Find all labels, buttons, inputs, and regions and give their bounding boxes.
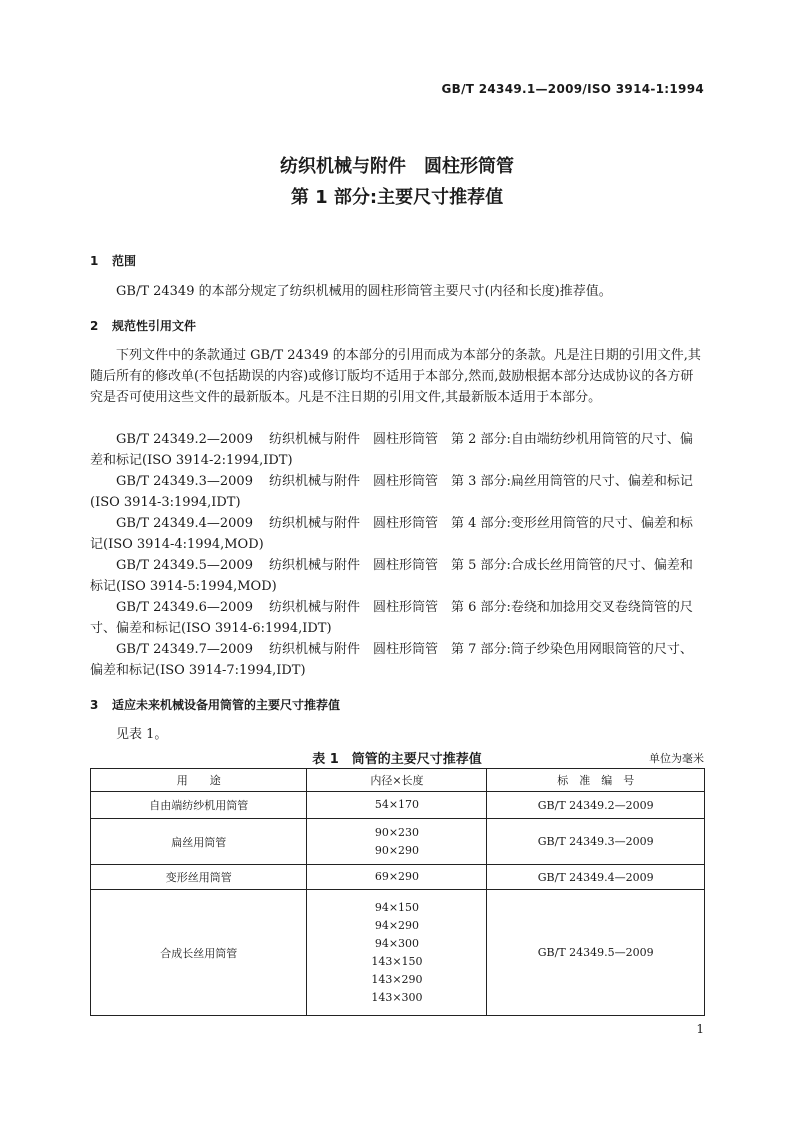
size-value: 143×150 <box>371 954 423 968</box>
table-header-row <box>91 769 705 792</box>
reference-item <box>90 639 704 681</box>
cell-use: 自由端纺纱机用筒管 <box>91 792 307 819</box>
size-value: 90×230 <box>374 825 420 839</box>
normative-intro-paragraph: 下列文件中的条款通过 GB/T 24349 的本部分的引用而成为本部分的条款。凡是注日期的引用文件,其随后所有的修改单(不包括勘误的内容)或修订版均不适用于本部分,然而,鼓励根据本部分达成协议的各方研究是否可使用这些文件的最新版本。凡是不注日期的引用文件,其最新版本适用于本部分。 <box>90 348 701 405</box>
cell-standard: GB/T 24349.4—2009 <box>487 865 705 890</box>
section-number: 2 <box>90 319 99 333</box>
reference-code: GB/T 24349.5—2009 <box>116 558 253 573</box>
size-value: 54×170 <box>374 798 420 811</box>
section-heading-sizes <box>90 696 340 713</box>
header-standard: 标 准 编 号 <box>487 769 705 792</box>
size-value: 69×290 <box>374 870 420 883</box>
table-row <box>91 819 705 865</box>
table-row <box>91 865 705 890</box>
cell-use: 合成长丝用筒管 <box>91 890 307 1016</box>
reference-item <box>90 555 704 597</box>
reference-title: 纺织机械与附件 圆柱形筒管 第 2 部分:自由端纺纱机用筒管的尺寸、偏差和标记(ISO 3914-2:1994,IDT) <box>90 432 693 468</box>
document-title: 纺织机械与附件 圆柱形筒管 <box>280 156 514 177</box>
cell-use: 变形丝用筒管 <box>91 865 307 890</box>
section-heading-scope <box>90 252 136 269</box>
section-number: 3 <box>90 698 99 712</box>
page-number: 1 <box>696 1022 704 1036</box>
cell-sizes <box>307 819 487 865</box>
cell-standard: GB/T 24349.5—2009 <box>487 890 705 1016</box>
section-title: 适应未来机械设备用筒管的主要尺寸推荐值 <box>112 698 341 712</box>
table-row <box>91 792 705 819</box>
size-value: 94×300 <box>374 936 420 950</box>
reference-item <box>90 597 704 639</box>
reference-item <box>90 471 704 513</box>
section-number: 1 <box>90 254 99 268</box>
reference-code: GB/T 24349.3—2009 <box>116 474 253 489</box>
cell-standard: GB/T 24349.3—2009 <box>487 819 705 865</box>
header-use: 用 途 <box>91 769 307 792</box>
reference-code: GB/T 24349.4—2009 <box>116 516 253 531</box>
document-subtitle: 第 1 部分:主要尺寸推荐值 <box>290 187 504 208</box>
size-value: 143×290 <box>371 972 423 986</box>
sizes-table <box>90 768 705 1016</box>
cell-sizes <box>307 890 487 1016</box>
reference-code: GB/T 24349.6—2009 <box>116 600 253 615</box>
reference-title: 纺织机械与附件 圆柱形筒管 第 5 部分:合成长丝用筒管的尺寸、偏差和标记(ISO 3914-5:1994,MOD) <box>90 558 693 594</box>
see-table-text: 见表 1。 <box>116 727 168 742</box>
section-title: 范围 <box>112 254 137 268</box>
cell-sizes <box>307 865 487 890</box>
table-unit: 单位为毫米 <box>649 752 704 765</box>
reference-title: 纺织机械与附件 圆柱形筒管 第 6 部分:卷绕和加捻用交叉卷绕筒管的尺寸、偏差和标记(ISO 3914-6:1994,IDT) <box>90 600 693 636</box>
table-caption: 表 1 筒管的主要尺寸推荐值 <box>312 752 482 767</box>
reference-item <box>90 513 704 555</box>
header-size: 内径×长度 <box>307 769 487 792</box>
section-heading-normative <box>90 317 196 334</box>
reference-title: 纺织机械与附件 圆柱形筒管 第 7 部分:筒子纱染色用网眼筒管的尺寸、偏差和标记(ISO 3914-7:1994,IDT) <box>90 642 693 678</box>
cell-sizes <box>307 792 487 819</box>
table-row <box>91 890 705 1016</box>
reference-code: GB/T 24349.7—2009 <box>116 642 253 657</box>
size-value: 94×290 <box>374 918 420 932</box>
reference-item <box>90 429 704 471</box>
scope-paragraph: GB/T 24349 的本部分规定了纺织机械用的圆柱形筒管主要尺寸(内径和长度)推荐值。 <box>116 284 612 299</box>
cell-standard: GB/T 24349.2—2009 <box>487 792 705 819</box>
size-value: 143×300 <box>371 990 423 1004</box>
reference-title: 纺织机械与附件 圆柱形筒管 第 4 部分:变形丝用筒管的尺寸、偏差和标记(ISO 3914-4:1994,MOD) <box>90 516 693 552</box>
standard-code: GB/T 24349.1—2009/ISO 3914-1:1994 <box>441 82 704 96</box>
reference-title: 纺织机械与附件 圆柱形筒管 第 3 部分:扁丝用筒管的尺寸、偏差和标记(ISO 3914-3:1994,IDT) <box>90 474 693 510</box>
size-value: 90×290 <box>374 843 420 857</box>
cell-use: 扁丝用筒管 <box>91 819 307 865</box>
section-title: 规范性引用文件 <box>112 319 197 333</box>
reference-code: GB/T 24349.2—2009 <box>116 432 253 447</box>
size-value: 94×150 <box>374 900 420 914</box>
